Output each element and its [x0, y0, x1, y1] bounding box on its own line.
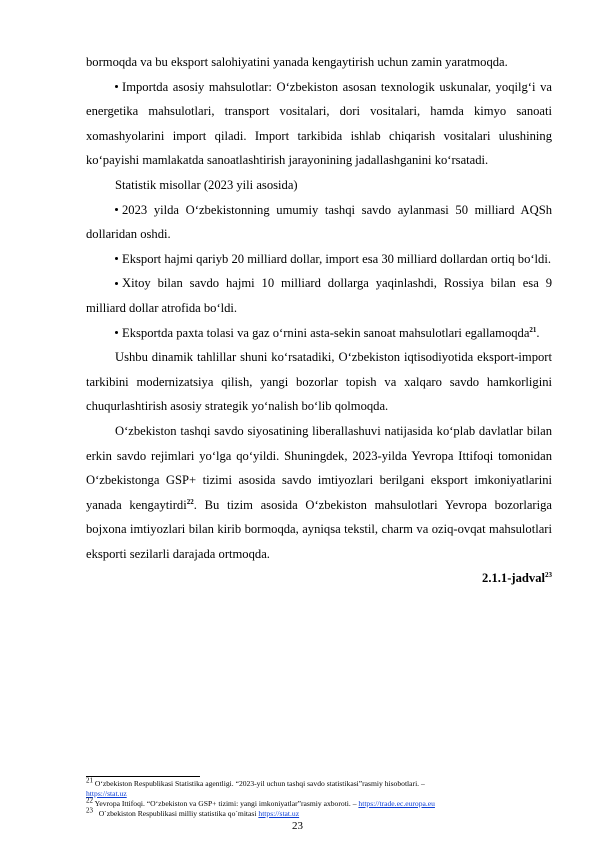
bullet-turnover-text: 2023 yilda O‘zbekistonning umumiy tashqi savdo aylanmasi 50 milliard AQSh dollaridan oshdi. — [86, 202, 552, 242]
bullet-import-text: Importda asosiy mahsulotlar: O‘zbekiston asosan texnologik uskunalar, yoqilg‘i va energetika mahsulotlari, transport vositalari, dori vositalari, hamda kimyo sanoati xomashyolarini import qiladi. Import tarkibida ishlab chiqarish vositalari ulushining ko‘payishi mamlakatda sanoatlashtirish jarayonining jadallashganini ko‘rsatadi. — [86, 79, 552, 168]
footnote-21-number: 21 — [86, 776, 93, 785]
bullet-turnover — [86, 198, 552, 247]
footnote-21 — [86, 776, 556, 799]
footnote-21-text: O‘zbekiston Respublikasi Statistika agentligi. “2023-yil uchun tashqi savdo statistikasi”rasmiy hisobotlari. – — [94, 779, 425, 788]
footnote-23-number: 23 — [86, 806, 93, 815]
bullet-export — [86, 247, 552, 272]
bullet-china-text: Xitoy bilan savdo hajmi 10 milliard dollarga yaqinlashdi, Rossiya bilan esa 9 milliard dollar atrofida bo‘ldi. — [86, 276, 552, 315]
bullet-icon — [115, 282, 118, 285]
footnote-22-text: Yevropa Ittifoqi. “O‘zbekiston va GSP+ tizimi: yangi imkoniyatlar”rasmiy axboroti. – — [94, 799, 357, 808]
body-text — [86, 50, 552, 591]
paragraph-intro: bormoqda va bu eksport salohiyatini yanada kengaytirish uchun zamin yaratmoqda. — [86, 55, 508, 69]
footnote-23-text: O`zbekiston Respublikasi milliy statistika qo`mitasi — [98, 809, 257, 818]
bullet-exports-structure — [86, 321, 552, 346]
bullet-exports-text: Eksportda paxta tolasi va gaz o‘rnini asta-sekin sanoat mahsulotlari egallamoqda — [122, 325, 530, 340]
footnote-21-link[interactable]: https://stat.uz — [86, 789, 127, 798]
stats-heading: Statistik misollar (2023 yili asosida) — [115, 177, 298, 192]
footnote-ref-23[interactable]: 23 — [545, 571, 552, 580]
bullet-import — [86, 75, 552, 173]
footnote-ref-21[interactable]: 21 — [529, 325, 537, 334]
bullet-china — [86, 271, 552, 320]
footnote-separator — [86, 776, 200, 777]
table-label — [86, 566, 552, 591]
bullet-export-text: Eksport hajmi qariyb 20 milliard dollar, import esa 30 milliard dollardan ortiq bo‘ldi. — [122, 251, 551, 266]
bullet-icon — [115, 208, 118, 211]
footnote-22-link[interactable]: https://trade.ec.europa.eu — [358, 799, 435, 808]
footnote-22-number: 22 — [86, 796, 93, 805]
bullet-exports-end: . — [536, 325, 540, 340]
bullet-icon — [115, 85, 118, 88]
footnote-ref-22[interactable]: 22 — [186, 497, 194, 506]
footnote-23-link[interactable]: https://stat.uz — [258, 809, 300, 818]
table-label-text: 2.1.1-jadval — [482, 571, 545, 586]
footnotes — [86, 776, 556, 819]
bullet-icon — [115, 331, 118, 334]
bullet-icon — [115, 257, 118, 260]
page-number: 23 — [292, 820, 303, 832]
footnote-22 — [86, 796, 556, 809]
footnote-23 — [86, 806, 556, 819]
gsp-text-part2: . Bu tizim asosida O‘zbekiston mahsulotlari Yevropa bozorlariga bojxona imtiyozlari bilan kirib bormoqda, ayniqsa tekstil, charm va oziq-ovqat mahsulotlari eksporti sezilarli darajada ortmoqda. — [86, 497, 552, 561]
gsp-text-part1: O‘zbekiston tashqi savdo siyosatining liberallashuvi natijasida ko‘plab davlatlar bilan erkin savdo rejimlari yo‘lga qo‘yildi. Shuningdek, 2023-yilda Yevropa Ittifoqi tomonidan O‘zbekistonga GSP+ tizimi asosida savdo imtiyozlari berilgani eksport imkoniyatlarini yanada kengaytirdi — [86, 423, 552, 512]
paragraph-gsp — [86, 419, 552, 567]
paragraph-analysis: Ushbu dinamik tahlillar shuni ko‘rsatadiki, O‘zbekiston iqtisodiyotida eksport-import tarkibini modernizatsiya qilish, yangi bozorlar topish va xalqaro savdo hamkorligini chuqurlashtirish asosiy strategik yo‘nalish bo‘lib qolmoqda. — [86, 350, 552, 414]
